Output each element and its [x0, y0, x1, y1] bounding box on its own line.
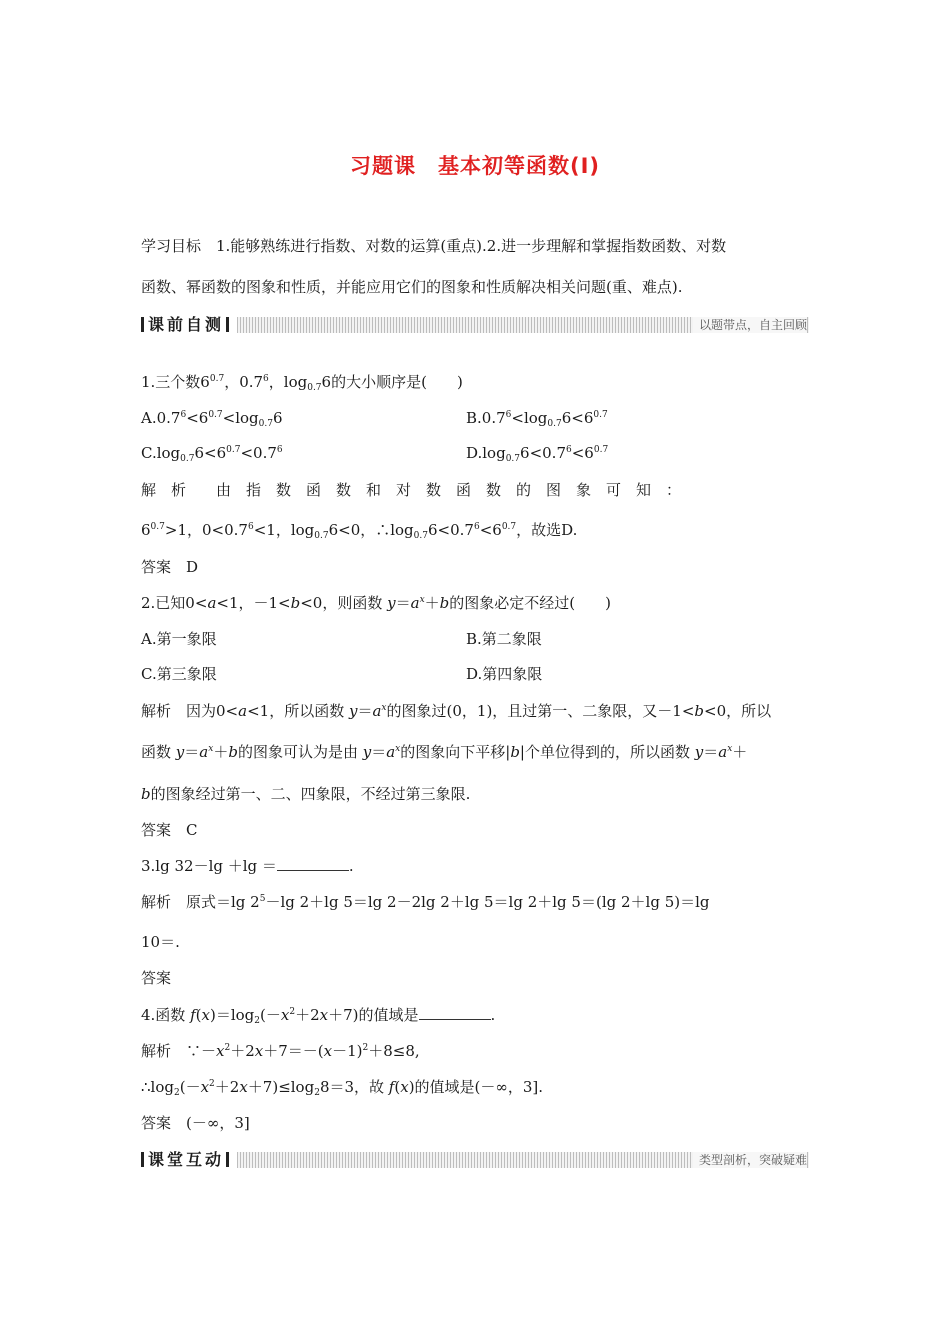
question-4-analysis-line-2: $\therefore\log_2(-x^2+2x+7)\le\log_28=3$，故 f(x)的值域是(－∞，3]. — [141, 1078, 544, 1098]
section-title: 课堂互动 — [148, 1150, 225, 1169]
question-1-stem: 1.三个数$6^{0.7}$，$0.7^6$，$\log_{0.7}6$的大小顺序是( ) — [141, 373, 463, 393]
question-1-option-c: $C.\log_{0.7}6<6^{0.7}<0.7^6$ — [141, 444, 283, 464]
objectives-line-2: 函数、幂函数的图象和性质，并能应用它们的图象和性质解决相关问题(重、难点). — [141, 278, 683, 296]
page-title: 习题课 基本初等函数(Ⅰ) — [349, 154, 600, 178]
bar-icon — [141, 1152, 144, 1167]
bar-icon — [226, 317, 229, 332]
section-subtitle: 以题带点，自主回顾 — [693, 317, 807, 333]
objectives-line-1: 学习目标 1.能够熟练进行指数、对数的运算(重点).2.进一步理解和掌握指数函数、对数 — [141, 237, 727, 255]
question-3-stem: 3.lg 32－lg ＋lg ＝ . — [141, 857, 354, 875]
bar-icon — [226, 1152, 229, 1167]
question-1-analysis-line-2: $6^{0.7}>1$，$0<0.7^6<1$，$\log_{0.7}6<0$，$\therefore\log_{0.7}6<0.7^6<6^{0.7}$，故选D. — [141, 521, 578, 541]
question-2-analysis-line-3: b的图象经过第一、二、四象限，不经过第三象限. — [141, 785, 471, 803]
section-subtitle: 类型剖析，突破疑难 — [693, 1152, 807, 1168]
section-label — [141, 1150, 233, 1170]
question-4-stem: 4.函数 $f(x)=\log_2(-x^2+2x+7)$的值域是 . — [141, 1006, 496, 1026]
question-2-option-a: A.第一象限 — [141, 630, 217, 648]
question-1-option-a: $A.0.7^6<6^{0.7}<\log_{0.7}6$ — [141, 409, 283, 429]
question-4-answer: 答案 (－∞，3] — [141, 1114, 250, 1132]
question-3-analysis-line-2: 10＝. — [141, 933, 180, 951]
question-2-analysis-line-2: 函数 $y=a^x+b$的图象可认为是由 $y=a^x$的图象向下平移|b|个单位得到的，所以函数 $y=a^x+$ — [141, 743, 748, 761]
section-title: 课前自测 — [148, 315, 225, 334]
question-2-analysis-line-1: 解析 因为0<a<1，所以函数 $y=a^x$的图象过(0，1)，且过第一、二象限，又－1<b<0，所以 — [141, 702, 772, 720]
question-2-option-d: D.第四象限 — [466, 665, 543, 683]
bar-icon — [141, 317, 144, 332]
section-header-in-class — [141, 1150, 809, 1170]
question-1-answer: 答案 D — [141, 558, 199, 576]
question-3-answer: 答案 — [141, 969, 172, 987]
section-header-pre-class — [141, 315, 809, 335]
question-2-stem: 2.已知0<a<1，－1<b<0，则函数 $y=a^x+b$的图象必定不经过( ) — [141, 594, 611, 612]
question-2-option-b: B.第二象限 — [466, 630, 542, 648]
answer-blank — [277, 856, 349, 871]
section-label — [141, 315, 233, 335]
answer-blank — [419, 1005, 491, 1020]
question-1-analysis-line-1: 解 析 由 指 数 函 数 和 对 数 函 数 的 图 象 可 知 ： — [141, 481, 682, 499]
question-4-analysis-line-1: 解析 $\because-x^2+2x+7=-(x-1)^2+8\le 8$, — [141, 1042, 420, 1060]
question-3-analysis-line-1: 解析 原式＝lg $2^5-\lg$ 2＋lg 5＝lg 2－2lg 2＋lg 5＝lg 2＋lg 5＝(lg 2＋lg 5)＝lg — [141, 893, 710, 911]
question-1-option-b: $B.0.7^6<\log_{0.7}6<6^{0.7}$ — [466, 409, 608, 429]
question-1-option-d: $D.\log_{0.7}6<0.7^6<6^{0.7}$ — [466, 444, 609, 464]
question-2-option-c: C.第三象限 — [141, 665, 217, 683]
question-2-answer: 答案 C — [141, 821, 198, 839]
